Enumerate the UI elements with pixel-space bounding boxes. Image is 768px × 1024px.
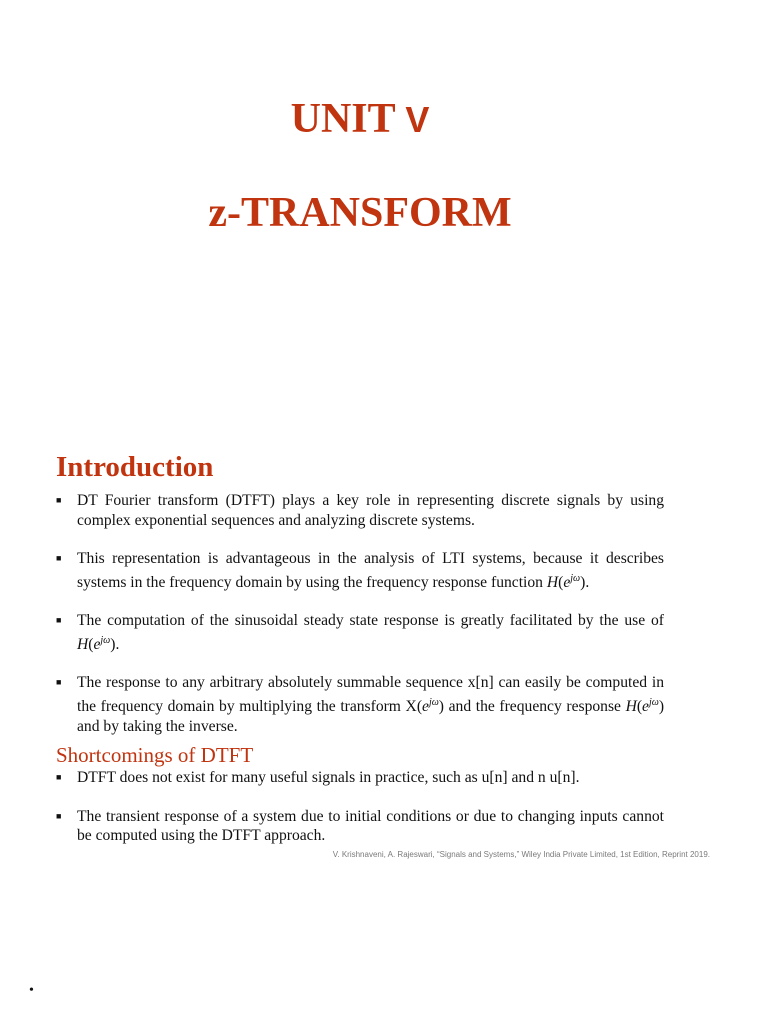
bullet-marker-icon: ■ <box>56 495 62 505</box>
bullet-text: The transient response of a system due to initial conditions or due to changing inputs cannot be computed using the DTFT approach. <box>77 807 664 844</box>
list-item <box>56 768 664 788</box>
unit-title <box>0 98 720 140</box>
bullet-marker-icon: ■ <box>56 677 62 688</box>
introduction-heading: Introduction <box>56 451 214 483</box>
math-base: e <box>642 698 649 716</box>
unit-numeral: V <box>405 99 430 140</box>
math-function: H <box>625 698 637 716</box>
math-exponent: jω <box>570 572 581 584</box>
bullet-text: The response to any arbitrary absolutely summable sequence x[n] can easily be computed in the frequency domain by multiplying the transform X( <box>77 674 664 716</box>
page-dot: • <box>29 983 34 998</box>
unit-word: UNIT <box>290 96 395 142</box>
math-exponent: jω <box>648 696 659 708</box>
list-item <box>56 491 664 530</box>
bullet-text: DTFT does not exist for many useful signals in practice, such as u[n] and n u[n]. <box>77 769 580 786</box>
introduction-list <box>56 491 664 755</box>
page-title: z-TRANSFORM <box>208 190 512 236</box>
math-paren-close: ) <box>110 635 116 653</box>
math-paren-close: ) <box>658 698 665 716</box>
bullet-marker-icon: ■ <box>56 553 62 563</box>
math-exponent: jω <box>428 696 439 708</box>
list-item <box>56 549 664 592</box>
math-exponent: jω <box>100 634 111 646</box>
shortcomings-heading: Shortcomings of DTFT <box>56 743 254 767</box>
bullet-marker-icon: ■ <box>56 810 62 821</box>
math-function: H <box>77 635 89 653</box>
math-paren-open: ( <box>636 698 643 716</box>
list-item <box>56 807 664 846</box>
bullet-text: The computation of the sinusoidal steady state response is greatly facilitated by the use of <box>77 612 664 630</box>
bullet-marker-icon: ■ <box>56 772 62 782</box>
list-item <box>56 673 664 736</box>
math-function: H <box>546 573 559 591</box>
math-paren-open: ( <box>558 573 564 591</box>
citation-footer: V. Krishnaveni, A. Rajeswari, “Signals and Systems,” Wiley India Private Limited, 1st Edition, Reprint 2019. <box>332 850 710 859</box>
bullet-tail: and by taking the inverse. <box>77 717 238 735</box>
bullet-tail: . <box>585 573 590 591</box>
list-item <box>56 611 664 654</box>
bullet-text: This representation is advantageous in the analysis of LTI systems, because it describes systems in the frequency domain by using the frequency response function <box>77 550 664 591</box>
math-paren-close: ) <box>580 573 586 591</box>
bullet-text-mid: ) and the frequency response <box>438 698 626 716</box>
bullet-tail: . <box>115 635 120 653</box>
bullet-text: DT Fourier transform (DTFT) plays a key role in representing discrete signals by using complex exponential sequences and analyzing discrete systems. <box>77 492 664 529</box>
bullet-marker-icon: ■ <box>56 615 62 626</box>
math-base: e <box>422 698 429 716</box>
math-paren-open: ( <box>88 635 94 653</box>
math-base: e <box>93 635 101 653</box>
math-base: e <box>563 573 571 591</box>
